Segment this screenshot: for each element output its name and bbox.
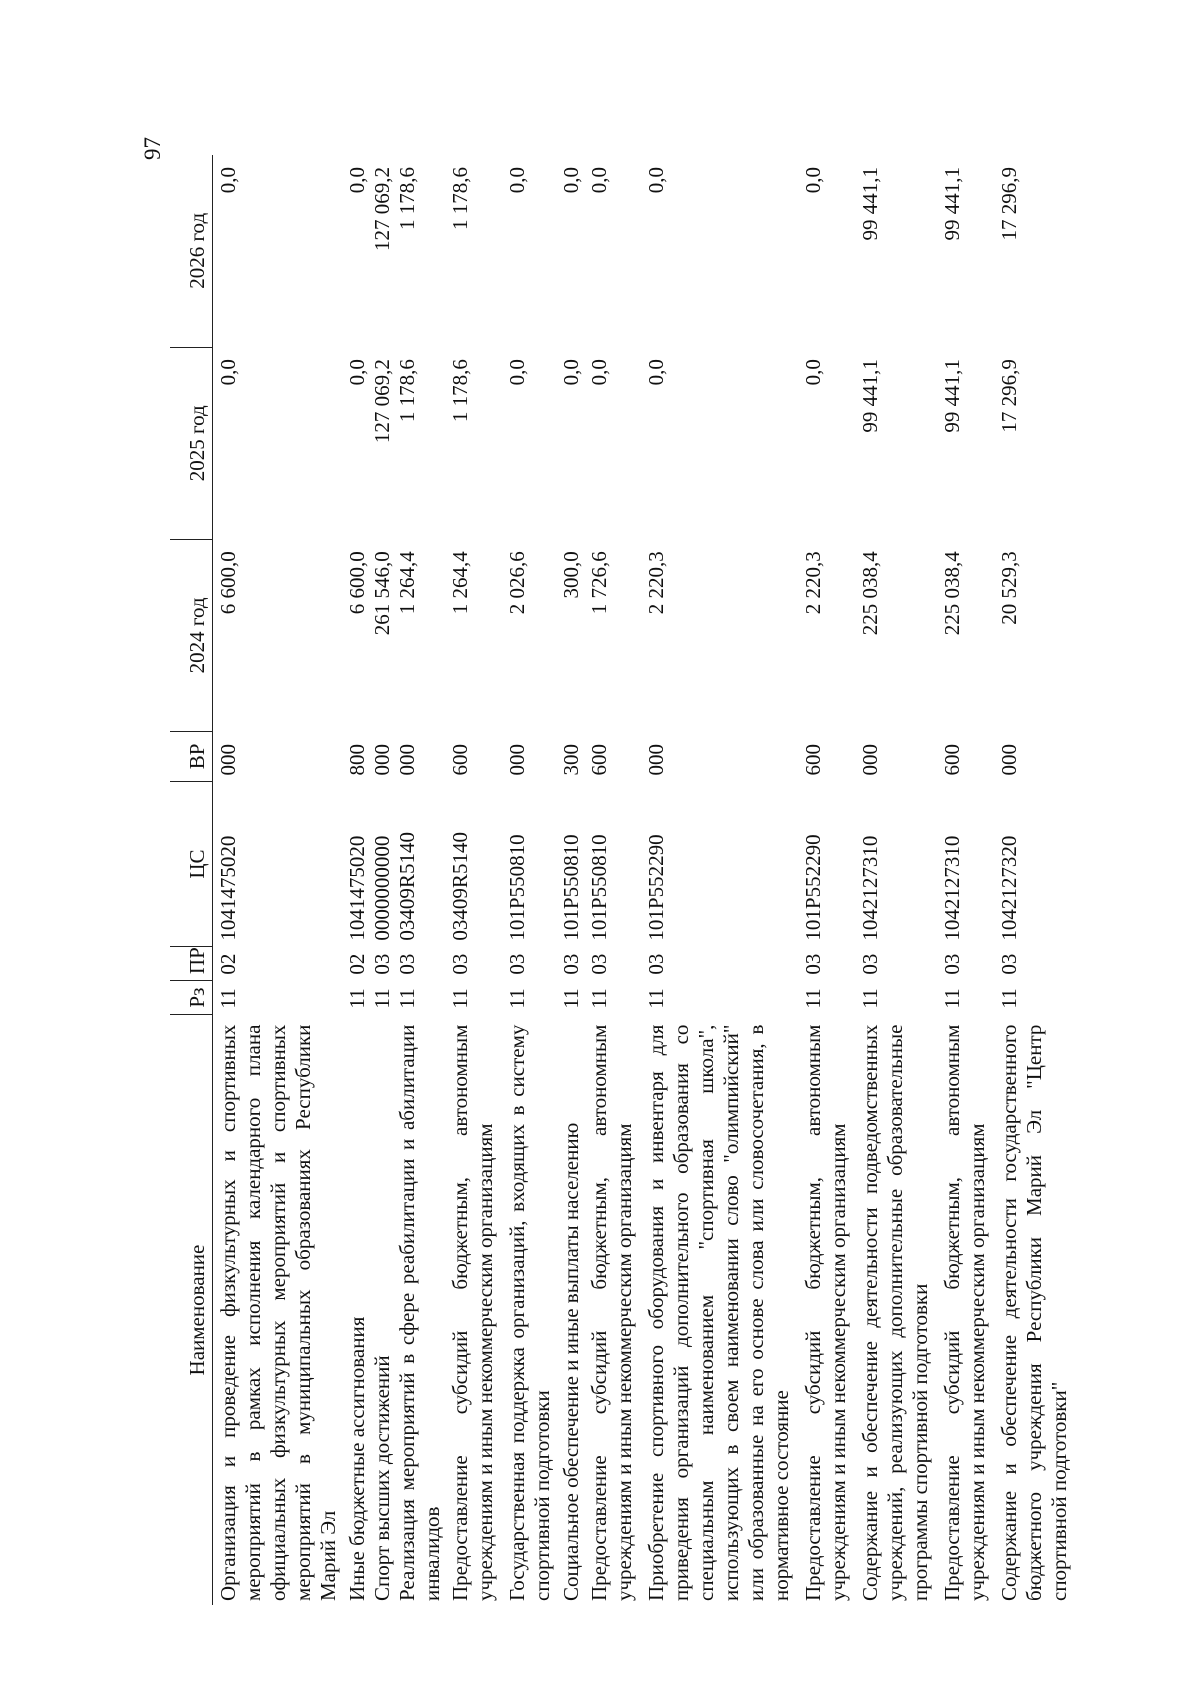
row-cs: 101P552290 bbox=[644, 834, 668, 941]
rotated-page-content bbox=[170, 155, 1070, 1605]
table-row bbox=[641, 155, 798, 1605]
header-2026: 2026 год bbox=[170, 155, 213, 347]
row-vr: 800 bbox=[345, 743, 369, 776]
row-name: Государственная поддержка организаций, входящих в систему спортивной подготовки bbox=[505, 1024, 554, 1601]
row-cs: 101P552290 bbox=[801, 834, 825, 941]
header-cs: ЦС bbox=[170, 781, 213, 946]
table-row bbox=[994, 155, 1076, 1605]
row-2024: 225 038,4 bbox=[940, 551, 964, 636]
row-rz: 11 bbox=[395, 988, 419, 1009]
row-pr: 03 bbox=[559, 953, 583, 975]
row-2026: 0,0 bbox=[505, 167, 529, 194]
table-row bbox=[445, 155, 502, 1605]
row-cs: 101P550810 bbox=[559, 834, 583, 941]
table-row bbox=[559, 155, 584, 1605]
row-name: Предоставление субсидий бюджетным, автономным учреждениям и иным некоммерческим организациям bbox=[587, 1024, 636, 1601]
row-2024: 1 264,4 bbox=[448, 551, 472, 615]
row-2026: 99 441,1 bbox=[858, 167, 882, 241]
row-rz: 11 bbox=[997, 988, 1021, 1009]
row-2026: 0,0 bbox=[559, 167, 583, 194]
row-2025: 0,0 bbox=[345, 359, 369, 386]
header-vr: ВР bbox=[170, 731, 213, 781]
row-2026: 1 178,6 bbox=[395, 167, 419, 230]
row-2024: 1 264,4 bbox=[395, 551, 419, 615]
row-2025: 99 441,1 bbox=[940, 359, 964, 433]
table-row bbox=[395, 155, 445, 1605]
row-2025: 0,0 bbox=[216, 359, 240, 386]
header-2025: 2025 год bbox=[170, 347, 213, 539]
row-rz: 11 bbox=[345, 988, 369, 1009]
row-pr: 03 bbox=[370, 953, 394, 975]
header-rz: Рз bbox=[170, 981, 213, 1015]
row-name: Реализация мероприятий в сфере реабилитации и абилитации инвалидов bbox=[395, 1024, 444, 1601]
row-name: Организация и проведение физкультурных и спортивных мероприятий в рамках исполнения календарного плана официальных физкультурных мероприятий и спортивных мероприятий в муниципальных образованиях Республики Марий Эл bbox=[216, 1024, 340, 1601]
row-vr: 000 bbox=[858, 743, 882, 776]
row-2025: 0,0 bbox=[587, 359, 611, 386]
row-2026: 1 178,6 bbox=[448, 167, 472, 230]
row-name: Приобретение спортивного оборудования и инвентаря для приведения организаций дополнительного образования со специальным наименованием "спортивная школа", использующих в своем наименовании слово "олимпийский" или образованные на его основе слова или словосочетания, в нормативное состояние bbox=[644, 1024, 793, 1601]
row-name: Содержание и обеспечение деятельности государственного бюджетного учреждения Республики Марий Эл "Центр спортивной подготовки" bbox=[997, 1024, 1071, 1601]
row-2025: 0,0 bbox=[559, 359, 583, 386]
table-row bbox=[937, 155, 994, 1605]
row-2025: 127 069,2 bbox=[370, 359, 394, 444]
row-2025: 1 178,6 bbox=[448, 359, 472, 423]
row-vr: 600 bbox=[940, 743, 964, 776]
row-rz: 11 bbox=[370, 988, 394, 1009]
row-vr: 000 bbox=[370, 743, 394, 776]
row-rz: 11 bbox=[587, 988, 611, 1009]
row-2025: 1 178,6 bbox=[395, 359, 419, 423]
table-row bbox=[502, 155, 559, 1605]
row-2026: 99 441,1 bbox=[940, 167, 964, 241]
row-cs: 1041475020 bbox=[345, 835, 369, 941]
row-pr: 03 bbox=[587, 953, 611, 975]
row-cs: 03409R5140 bbox=[448, 832, 472, 941]
row-pr: 03 bbox=[448, 953, 472, 975]
row-vr: 000 bbox=[505, 743, 529, 776]
row-2026: 0,0 bbox=[587, 167, 611, 194]
row-pr: 03 bbox=[644, 953, 668, 975]
row-rz: 11 bbox=[505, 988, 529, 1009]
row-2024: 6 600,0 bbox=[345, 551, 369, 615]
row-pr: 03 bbox=[801, 953, 825, 975]
row-vr: 000 bbox=[997, 743, 1021, 776]
row-2024: 300,0 bbox=[559, 551, 583, 599]
row-rz: 11 bbox=[559, 988, 583, 1009]
row-vr: 000 bbox=[395, 743, 419, 776]
row-name: Предоставление субсидий бюджетным, автономным учреждениям и иным некоммерческим организациям bbox=[801, 1024, 850, 1601]
row-cs: 1042127310 bbox=[858, 835, 882, 941]
row-2025: 0,0 bbox=[505, 359, 529, 386]
header-2024: 2024 год bbox=[170, 539, 213, 731]
row-2026: 127 069,2 bbox=[370, 167, 394, 251]
row-2026: 17 296,9 bbox=[997, 167, 1021, 241]
row-cs: 101P550810 bbox=[587, 834, 611, 941]
row-cs: 101P550810 bbox=[505, 834, 529, 941]
row-name: Содержание и обеспечение деятельности подведомственных учреждений, реализующих дополнительные образовательные программы спортивной подготовки bbox=[858, 1024, 932, 1601]
row-pr: 03 bbox=[940, 953, 964, 975]
row-2024: 2 220,3 bbox=[801, 551, 825, 615]
row-2024: 261 546,0 bbox=[370, 551, 394, 636]
row-2024: 2 220,3 bbox=[644, 551, 668, 615]
row-2024: 2 026,6 bbox=[505, 551, 529, 615]
row-rz: 11 bbox=[801, 988, 825, 1009]
row-2025: 0,0 bbox=[644, 359, 668, 386]
table-row bbox=[584, 155, 641, 1605]
row-2025: 17 296,9 bbox=[997, 359, 1021, 433]
row-name: Иные бюджетные ассигнования bbox=[345, 1316, 369, 1601]
page-number: 97 bbox=[140, 137, 165, 160]
row-vr: 000 bbox=[644, 743, 668, 776]
table-row bbox=[370, 155, 395, 1605]
row-cs: 0000000000 bbox=[370, 835, 394, 941]
row-name: Предоставление субсидий бюджетным, автономным учреждениям и иным некоммерческим организациям bbox=[940, 1024, 989, 1601]
row-2024: 1 726,6 bbox=[587, 551, 611, 615]
row-pr: 02 bbox=[216, 953, 240, 975]
row-vr: 600 bbox=[587, 743, 611, 776]
row-2026: 0,0 bbox=[801, 167, 825, 194]
row-cs: 1041475020 bbox=[216, 835, 240, 941]
row-vr: 300 bbox=[559, 743, 583, 776]
row-pr: 03 bbox=[505, 953, 529, 975]
row-2026: 0,0 bbox=[345, 167, 369, 194]
row-rz: 11 bbox=[940, 988, 964, 1009]
table-row bbox=[345, 155, 370, 1605]
row-vr: 600 bbox=[448, 743, 472, 776]
table-row bbox=[213, 155, 346, 1605]
row-cs: 03409R5140 bbox=[395, 832, 419, 941]
row-2024: 6 600,0 bbox=[216, 551, 240, 615]
row-name: Предоставление субсидий бюджетным, автономным учреждениям и иным некоммерческим организациям bbox=[448, 1024, 497, 1601]
row-2025: 0,0 bbox=[801, 359, 825, 386]
row-cs: 1042127310 bbox=[940, 835, 964, 941]
row-rz: 11 bbox=[448, 988, 472, 1009]
table-header-row bbox=[170, 155, 213, 1605]
row-vr: 000 bbox=[216, 743, 240, 776]
header-pr: ПР bbox=[170, 947, 213, 981]
row-2025: 99 441,1 bbox=[858, 359, 882, 433]
row-pr: 02 bbox=[345, 953, 369, 975]
row-rz: 11 bbox=[644, 988, 668, 1009]
row-pr: 03 bbox=[395, 953, 419, 975]
row-name: Социальное обеспечение и иные выплаты населению bbox=[559, 1122, 583, 1601]
row-rz: 11 bbox=[216, 988, 240, 1009]
row-vr: 600 bbox=[801, 743, 825, 776]
budget-table bbox=[170, 155, 1076, 1605]
table-row bbox=[798, 155, 855, 1605]
row-rz: 11 bbox=[858, 988, 882, 1009]
table-row bbox=[855, 155, 937, 1605]
row-2024: 20 529,3 bbox=[997, 551, 1021, 625]
row-2024: 225 038,4 bbox=[858, 551, 882, 636]
row-pr: 03 bbox=[997, 953, 1021, 975]
row-2026: 0,0 bbox=[216, 167, 240, 194]
row-name: Спорт высших достижений bbox=[370, 1355, 394, 1601]
row-pr: 03 bbox=[858, 953, 882, 975]
row-2026: 0,0 bbox=[644, 167, 668, 194]
row-cs: 1042127320 bbox=[997, 835, 1021, 941]
header-name: Наименование bbox=[170, 1015, 213, 1605]
